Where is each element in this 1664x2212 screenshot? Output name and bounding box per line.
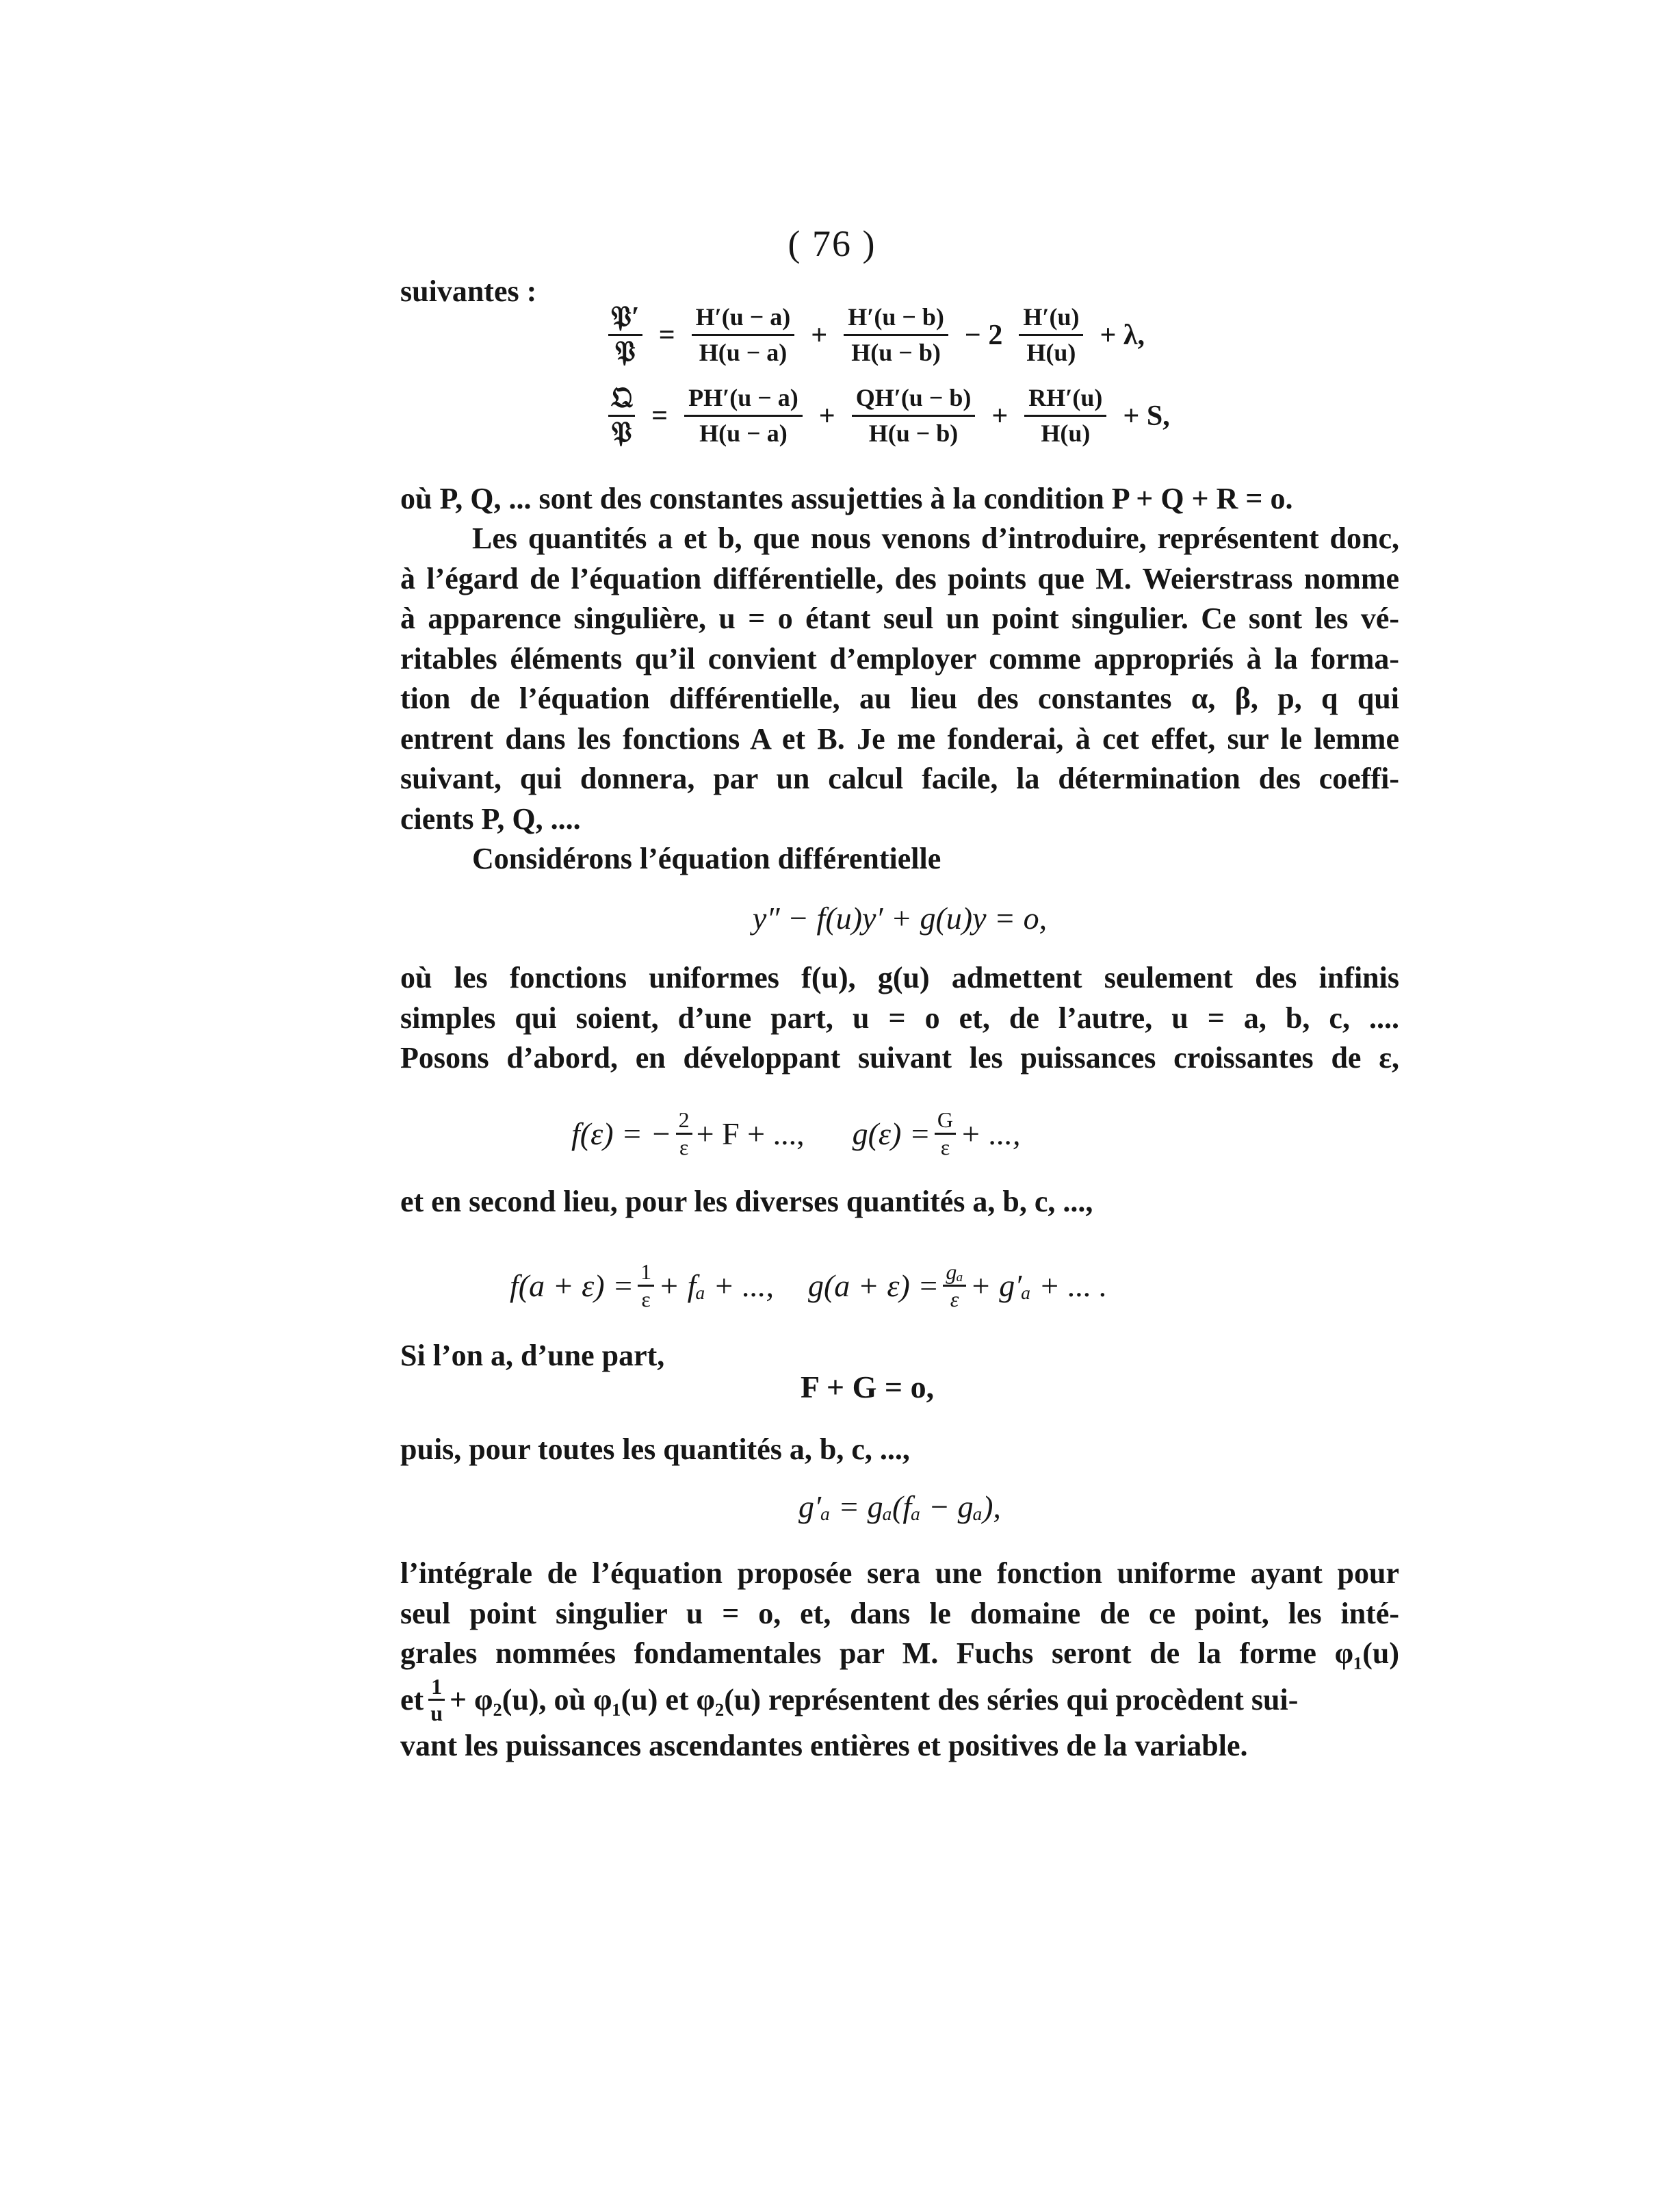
paragraph-line: simples qui soient, d’une part, u = o et, de l’autre, u = a, b, c, .... bbox=[400, 1001, 1399, 1035]
eq1-equals: = bbox=[658, 319, 675, 351]
eq1-term2-num: H′(u − b) bbox=[844, 303, 948, 336]
equation-5 bbox=[510, 1259, 1107, 1312]
eq4-frac2-den: ε bbox=[940, 1134, 950, 1159]
paragraph-line: entrent dans les fonctions A et B. Je me fonderai, à cet effet, sur le lemme bbox=[400, 721, 1399, 756]
eq2-term1-den: H(u − a) bbox=[699, 420, 788, 448]
para8-frac-den: u bbox=[430, 1701, 443, 1726]
eq5-c: g(a + ε) = bbox=[807, 1268, 939, 1303]
page-number: ( 76 ) bbox=[788, 223, 876, 264]
eq5-frac1 bbox=[638, 1259, 654, 1312]
eq4-a: f(ε) = − bbox=[571, 1116, 672, 1151]
eq2-plus2: + bbox=[991, 400, 1009, 432]
equation-4 bbox=[571, 1107, 1021, 1160]
eq1-term1-den: H(u − a) bbox=[699, 339, 788, 367]
eq2-term1 bbox=[684, 384, 803, 448]
paragraph-quantities bbox=[400, 519, 1399, 839]
eq1-lhs-num: 𝔓′ bbox=[608, 301, 642, 336]
eq5-d: + g′ₐ + ... . bbox=[970, 1268, 1108, 1303]
eq4-frac1-den: ε bbox=[679, 1134, 689, 1159]
eq2-lhs-num: 𝔔 bbox=[608, 382, 635, 417]
eq2-tail: + S, bbox=[1123, 400, 1170, 432]
paragraph-line: à l’égard de l’équation différentielle, des points que M. Weierstrass nomme bbox=[400, 561, 1399, 595]
eq5-frac2-num: gₐ bbox=[943, 1259, 965, 1287]
eq1-term1 bbox=[692, 303, 795, 368]
paragraph-puis: puis, pour toutes les quantités a, b, c, ..., bbox=[400, 1432, 910, 1466]
eq1-term3-num: H′(u) bbox=[1019, 303, 1083, 336]
eq2-equals: = bbox=[651, 400, 668, 432]
eq1-term3 bbox=[1019, 303, 1083, 368]
eq5-frac2-den: ε bbox=[950, 1286, 959, 1311]
paragraph-line bbox=[400, 1674, 1399, 1727]
eq4-frac2 bbox=[935, 1107, 956, 1160]
eq1-lhs-den: 𝔓 bbox=[614, 337, 636, 369]
para8-et: et bbox=[400, 1682, 424, 1716]
equation-7: g′ₐ = gₐ(fₐ − gₐ), bbox=[798, 1489, 1001, 1524]
para8-frac bbox=[428, 1674, 445, 1727]
paragraph-considerons bbox=[400, 839, 1399, 879]
eq4-frac1-num: 2 bbox=[676, 1107, 692, 1135]
paragraph-line: Posons d’abord, en développant suivant les puissances croissantes de ε, bbox=[400, 1041, 1399, 1075]
eq1-tail: + λ, bbox=[1100, 319, 1145, 351]
eq2-lhs bbox=[608, 382, 635, 450]
eq1-lhs bbox=[608, 301, 642, 370]
paragraph-line: seul point singulier u = o, et, dans le domaine de ce point, les inté- bbox=[400, 1596, 1399, 1630]
equation-3: y″ − f(u)y′ + g(u)y = o, bbox=[752, 901, 1048, 936]
eq4-d: + ..., bbox=[960, 1116, 1021, 1151]
paragraph-fonctions bbox=[400, 958, 1399, 1079]
para8-rest: + φ₂(u), où φ₁(u) et φ₂(u) représentent des séries qui procèdent sui- bbox=[449, 1682, 1299, 1716]
eq2-term2-den: H(u − b) bbox=[868, 420, 959, 448]
paragraph-integrale bbox=[400, 1554, 1399, 1766]
eq4-c: g(ε) = bbox=[852, 1116, 931, 1151]
equation-1 bbox=[599, 301, 1152, 370]
eq2-term2-num: QH′(u − b) bbox=[852, 384, 976, 417]
eq2-lhs-den: 𝔓 bbox=[611, 417, 632, 450]
paragraph-line: ritables éléments qu’il convient d’employer comme appropriés à la forma- bbox=[400, 641, 1399, 676]
eq2-term3-den: H(u) bbox=[1041, 420, 1091, 448]
eq4-frac2-num: G bbox=[935, 1107, 956, 1135]
eq2-term2 bbox=[852, 384, 976, 448]
para8-frac-num: 1 bbox=[428, 1674, 445, 1701]
eq5-frac1-num: 1 bbox=[638, 1259, 654, 1287]
paragraph-line: cients P, Q, .... bbox=[400, 801, 581, 836]
eq4-frac1 bbox=[676, 1107, 692, 1160]
eq5-b: + fₐ + ..., bbox=[658, 1268, 774, 1303]
eq2-term3 bbox=[1024, 384, 1106, 448]
eq2-plus1: + bbox=[818, 400, 835, 432]
eq1-term1-num: H′(u − a) bbox=[692, 303, 795, 336]
eq5-frac1-den: ε bbox=[641, 1286, 651, 1311]
paragraph-second-lieu: et en second lieu, pour les diverses quantités a, b, c, ..., bbox=[400, 1185, 1093, 1218]
equation-2 bbox=[599, 382, 1177, 450]
paragraph-line: l’intégrale de l’équation proposée sera une fonction uniforme ayant pour bbox=[400, 1556, 1399, 1590]
paragraph-line: suivant, qui donnera, par un calcul facile, la détermination des coeffi- bbox=[400, 762, 1399, 795]
eq5-a: f(a + ε) = bbox=[510, 1268, 634, 1303]
eq1-plus: + bbox=[811, 319, 828, 351]
paragraph-line: où P, Q, ... sont des constantes assujetties à la condition P + Q + R = o. bbox=[400, 482, 1293, 515]
eq1-minus: − 2 bbox=[964, 319, 1003, 351]
paragraph-line: grales nommées fondamentales par M. Fuchs seront de la forme φ₁(u) bbox=[400, 1636, 1399, 1670]
eq1-term2 bbox=[844, 303, 948, 368]
eq5-frac2 bbox=[943, 1259, 965, 1312]
paragraph-line: où les fonctions uniformes f(u), g(u) admettent seulement des infinis bbox=[400, 961, 1399, 994]
paragraph-line: à apparence singulière, u = o étant seul un point singulier. Ce sont les vé- bbox=[400, 602, 1399, 635]
paragraph-line: Les quantités a et b, que nous venons d’introduire, représentent donc, bbox=[472, 522, 1399, 555]
equation-6: F + G = o, bbox=[801, 1369, 935, 1404]
eq4-b: + F + ..., bbox=[696, 1116, 805, 1151]
paragraph-si-lon: Si l’on a, d’une part, bbox=[400, 1339, 665, 1372]
paragraph-line: vant les puissances ascendantes entières et positives de la variable. bbox=[400, 1729, 1248, 1763]
eq2-term3-num: RH′(u) bbox=[1024, 384, 1106, 417]
intro-suivantes: suivantes : bbox=[400, 274, 537, 308]
paragraph-line: tion de l’équation différentielle, au lieu des constantes α, β, p, q qui bbox=[400, 682, 1399, 715]
paragraph-line: Considérons l’équation différentielle bbox=[472, 842, 941, 875]
paragraph-constants bbox=[400, 479, 1399, 519]
eq2-term1-num: PH′(u − a) bbox=[684, 384, 803, 417]
eq1-term2-den: H(u − b) bbox=[851, 339, 941, 367]
eq1-term3-den: H(u) bbox=[1026, 339, 1076, 367]
